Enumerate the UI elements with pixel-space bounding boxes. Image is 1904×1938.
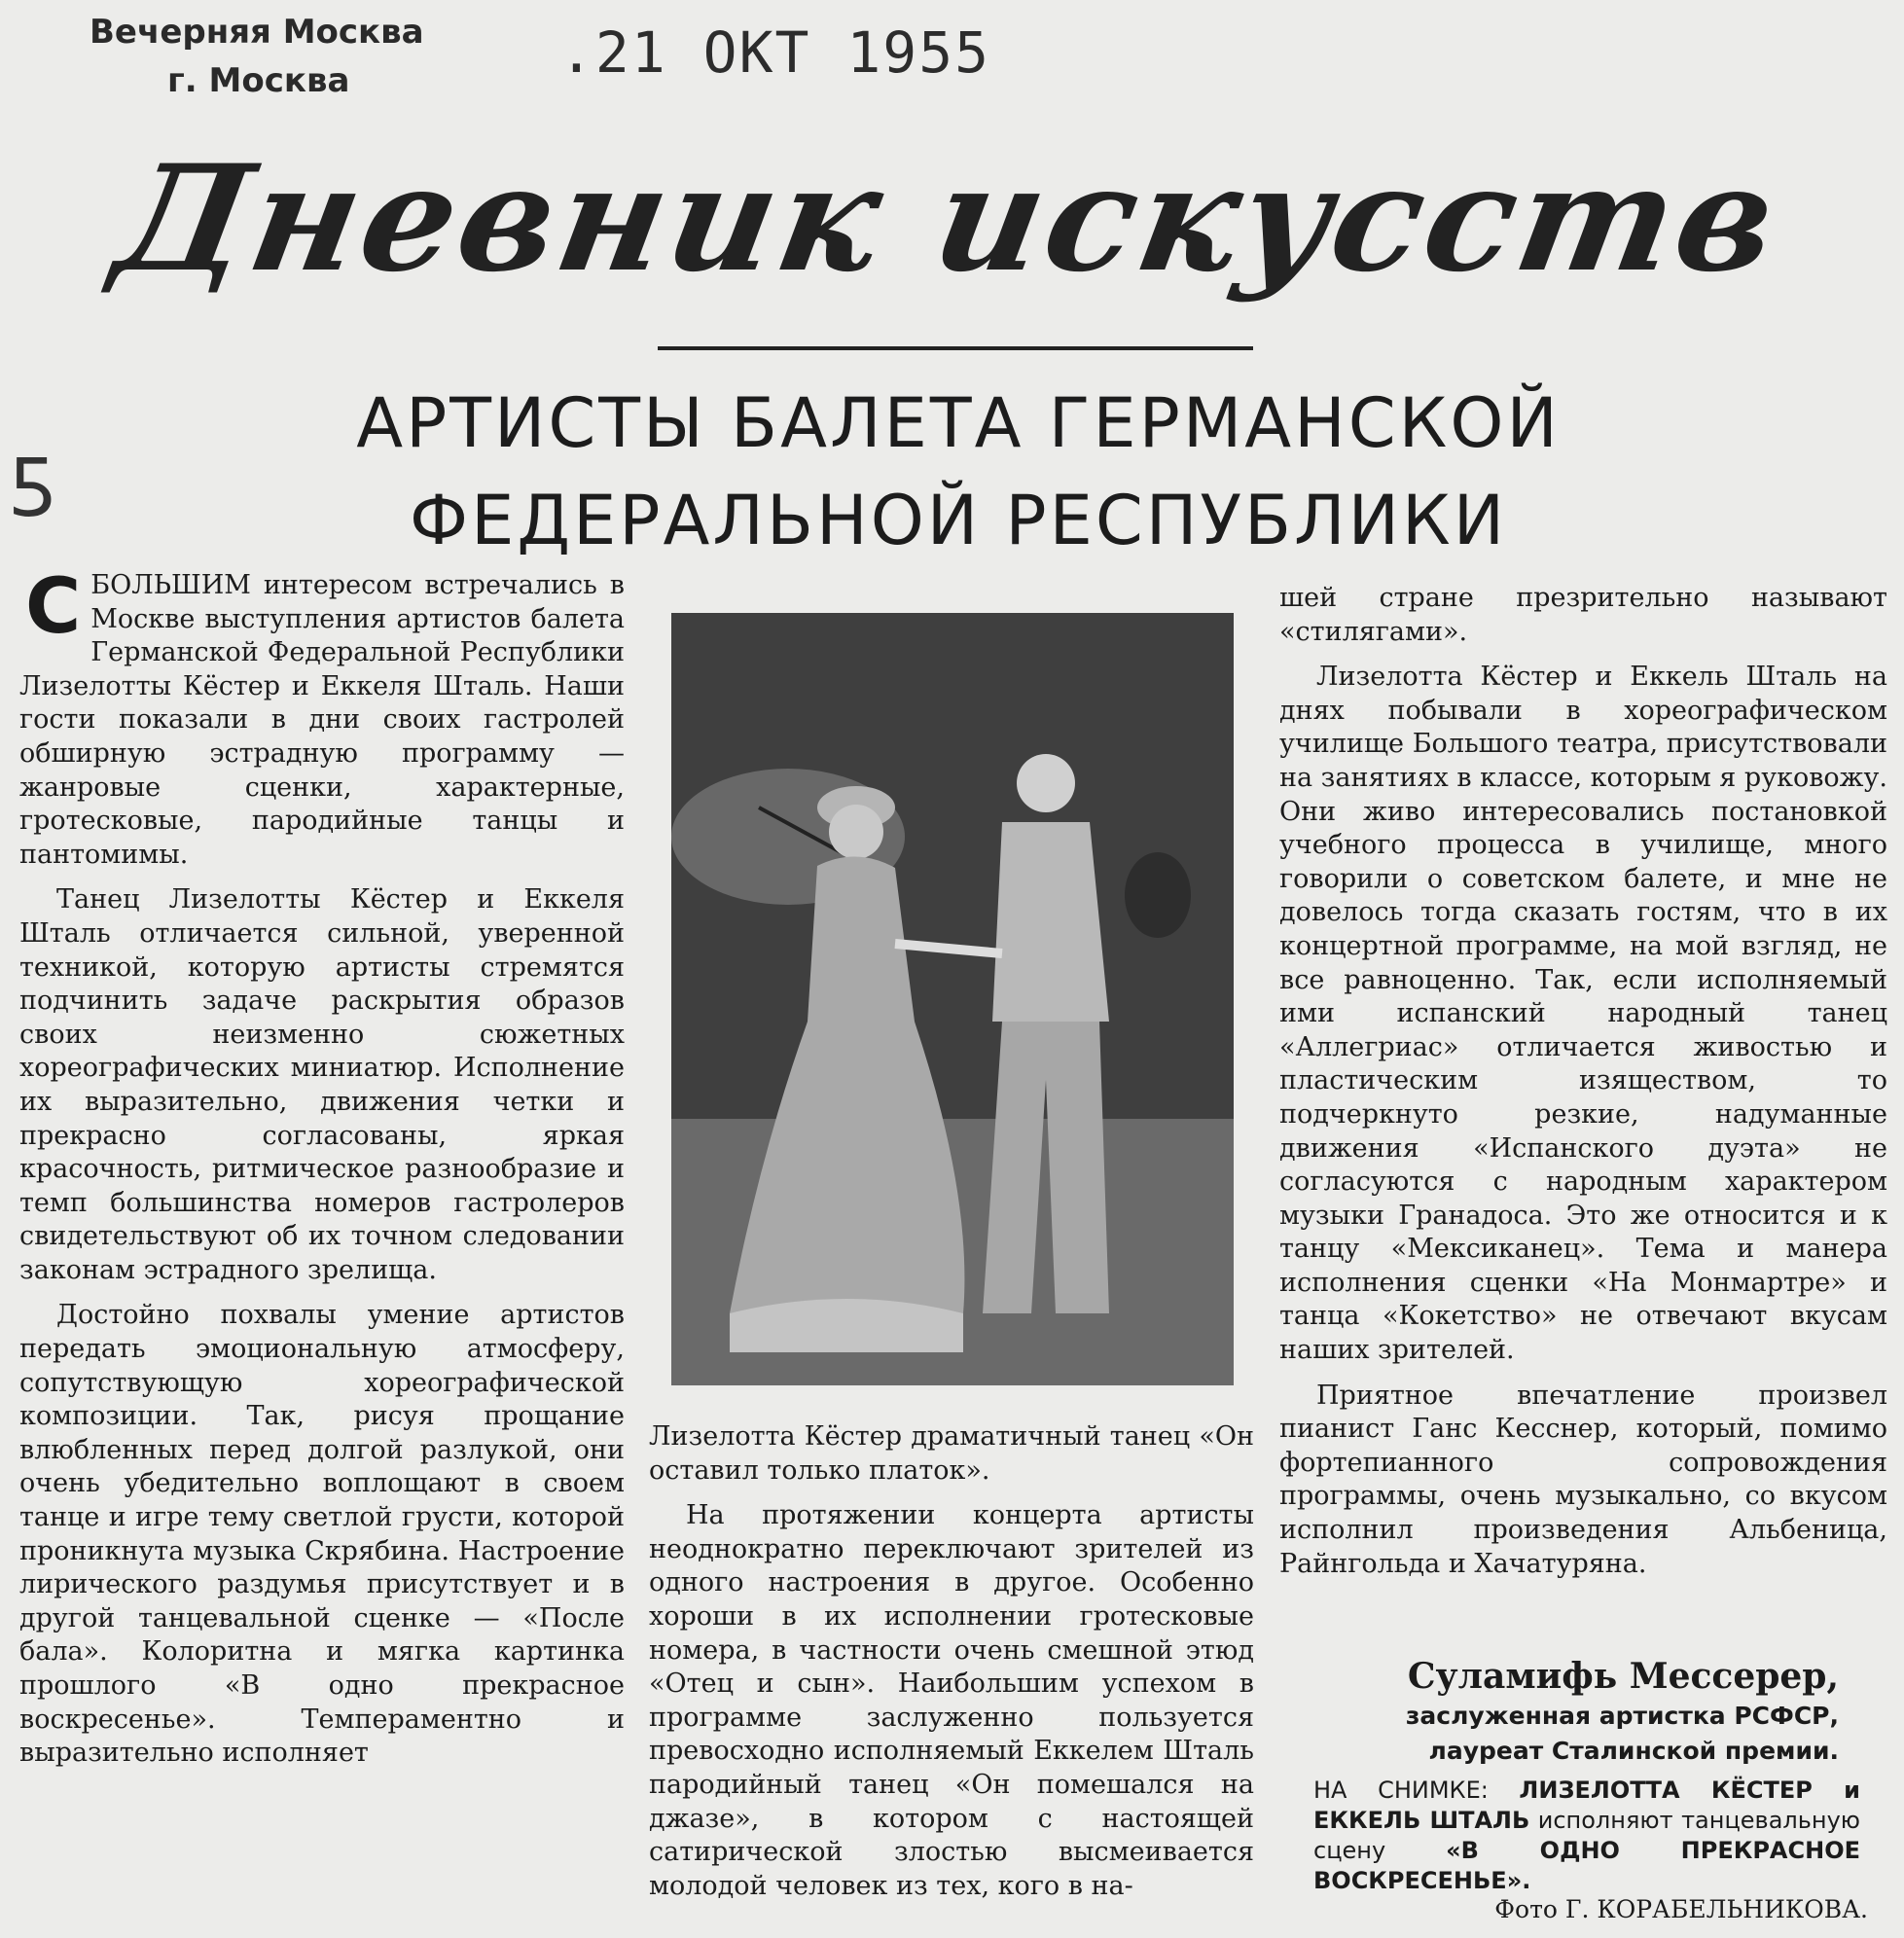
author-name: Суламифь Мессерер, xyxy=(1407,1656,1839,1697)
column1-paragraph-3: Достойно похвалы умение артистов передать эмоциональную атмосферу, сопутствующую хореографической композиции. Так, рисуя прощание влюбленных перед долгой разлукой, они очень убедительно воплощают в своем танце и игре тему светлой грусти, которой проникнута музыка Скрябина. Настроение лирического раздумья присутствует и в другой танцевальной сценке — «После бала». Колоритна и мягка картинка прошлого «В одно прекрасное воскресенье». Темпераментно и выразительно исполняет xyxy=(19,1300,625,1769)
photo-credit: Фото Г. КОРАБЕЛЬНИКОВА. xyxy=(1494,1895,1868,1923)
caption-lead: НА СНИМКЕ: xyxy=(1313,1776,1520,1804)
caption-rest: исполняют танцевальную сцену xyxy=(1313,1807,1860,1864)
drop-cap: С xyxy=(25,563,82,651)
heading-divider xyxy=(658,346,1253,350)
dancers-photo xyxy=(671,613,1234,1385)
dancers-photo-illustration xyxy=(671,613,1234,1385)
caption-scene: «В ОДНО ПРЕКРАСНОЕ ВОСКРЕСЕНЬЕ». xyxy=(1313,1837,1860,1894)
photo-caption xyxy=(1313,1776,1860,1896)
column2-paragraph-2: На протяжении концерта артисты неоднократно переключают зрителей из одного настроения в другое. Особенно хороши в их исполнении гротесковые номера, в частности очень смешной этюд «Отец и сын». Наибольшим успехом в программе заслуженно пользуется превосходно исполняемый Еккелем Шталь пародийный танец «Он помешался на джазе», в котором с настоящей сатирической злостью высмеивается молодой человек из тех, кого в на- xyxy=(649,1500,1254,1901)
column3-paragraph-1: шей стране презрительно называют «стилягами». xyxy=(1279,583,1887,647)
column1-paragraph-1: СБОЛЬШИМ интересом встречались в Москве выступления артистов балета Германской Федеральной Республики Лизелотты Кёстер и Еккеля Шталь. Наши гости показали в дни своих гастролей обширную эстрадную программу — жанровые сценки, характерные, гротесковые, пародийные танцы и пантомимы. xyxy=(19,563,625,870)
column1-paragraph-2: Танец Лизелотты Кёстер и Еккеля Шталь отличается сильной, уверенной техникой, которую артисты стремятся подчинить задаче раскрытия образов своих неизменно сюжетных хореографических миниатюр. Исполнение их выразительно, движения четки и прекрасно согласованы, яркая красочность, ритмическое разнообразие и темп большинства номеров гастролеров свидетельствуют об их точном следовании законам эстрадного зрелища. xyxy=(19,884,625,1285)
article-column-3 xyxy=(1279,582,1887,1593)
author-title-2: лауреат Сталинской премии. xyxy=(1428,1737,1839,1765)
rubric-heading: Дневник искусств xyxy=(104,133,1793,305)
stamp-city: г. Москва xyxy=(167,61,350,100)
article-column-2 xyxy=(649,1420,1254,1915)
article-headline: АРТИСТЫ БАЛЕТА ГЕРМАНСКОЙ ФЕДЕРАЛЬНОЙ РЕСПУБЛИКИ xyxy=(356,383,1561,560)
author-title-1: заслуженная артистка РСФСР, xyxy=(1405,1702,1839,1730)
author-signature xyxy=(1294,1654,1839,1769)
column2-paragraph-1: Лизелотта Кёстер драматичный танец «Он оставил только платок». xyxy=(649,1421,1254,1486)
column3-paragraph-2: Лизелотта Кёстер и Еккель Шталь на днях побывали в хореографическом училище Большого театра, присутствовали на занятиях в классе, которым я руковожу. Они живо интересовались постановкой учебного процесса в училище, много говорили о советском балете, и мне не довелось тогда сказать гостям, что в их концертной программе, на мой взгляд, не все равноценно. Так, если исполняемый ими испанский народный танец «Аллегриас» отличается живостью и пластическим изяществом, то подчеркнуто резкие, надуманные движения «Испанского дуэта» не согласуются с народным характером музыки Гранадоса. Это же относится и к танцу «Мексиканец». Тема и манера исполнения сценки «На Монмартре» и танца «Кокетство» не отвечают вкусам наших зрителей. xyxy=(1279,662,1887,1366)
article-column-1 xyxy=(19,563,625,1782)
stamp-date: .21 ОКТ 1955 xyxy=(559,19,991,86)
clipping-stamp xyxy=(90,8,424,105)
stamp-publication: Вечерняя Москва xyxy=(90,13,424,52)
column3-paragraph-3: Приятное впечатление произвел пианист Ганс Кесснер, который, помимо фортепианного сопровождения программы, очень музыкально, со вкусом исполнил произведения Альбеница, Райнгольда и Хачатуряна. xyxy=(1279,1380,1887,1579)
margin-pencil-mark: ƽ xyxy=(10,428,55,519)
caption-names: ЛИЗЕЛОТТА КЁСТЕР и ЕККЕЛЬ ШТАЛЬ xyxy=(1313,1776,1860,1834)
